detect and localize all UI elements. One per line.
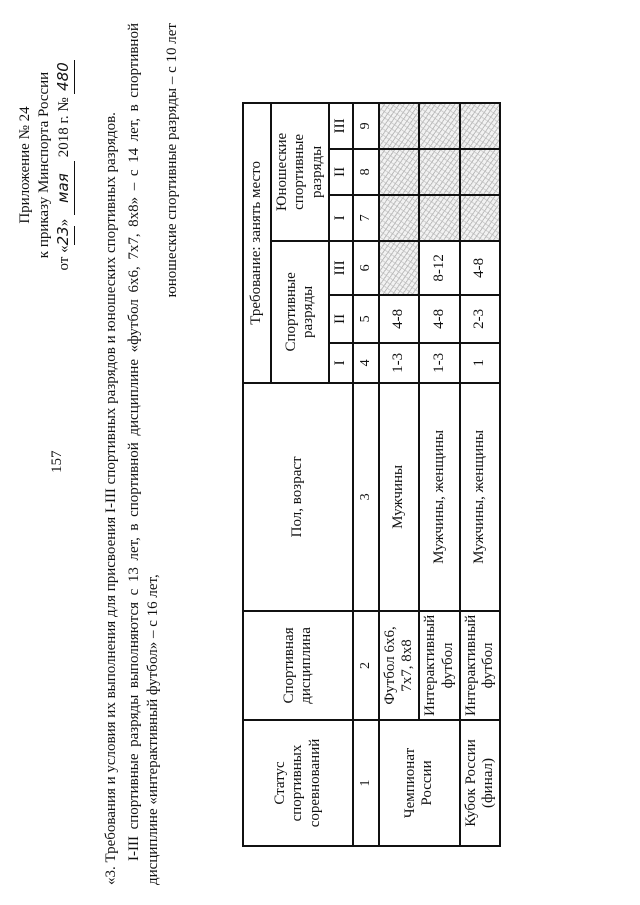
cell-gender-age: Мужчины, женщины (419, 383, 460, 611)
cell-discipline: Интерактивный футбол (419, 611, 460, 720)
cell-empty-shaded (460, 149, 501, 195)
header-sport-ranks: Спортивные разряды (271, 241, 329, 383)
rank-header: III (329, 241, 353, 295)
rank-header: III (329, 103, 353, 149)
column-number: 8 (353, 149, 379, 195)
age-requirements-main: I-III спортивные разряды выполняются с 13 лет, в спортивной дисциплине «футбол 6х6, 7х7, 8х8» – с 14 лет, в спортивной дисциплине «интерактивный футбол» – с 16 лет, (126, 23, 162, 885)
cell-empty-shaded (419, 149, 460, 195)
section-heading: «3. Требования и условия их выполнения для присвоения I-III спортивных разрядов и юношеских спортивных разрядов. (103, 112, 119, 885)
cell-gender-age: Мужчины, женщины (460, 383, 501, 611)
cell-empty-shaded (419, 103, 460, 149)
page-number: 157 (49, 450, 65, 473)
column-number: 4 (353, 343, 379, 383)
column-number: 2 (353, 611, 379, 720)
table-row (460, 103, 501, 846)
rank-header: I (329, 195, 353, 241)
column-number-row (353, 103, 379, 846)
age-requirements-tail: юношеские спортивные разряды – с 10 лет (164, 23, 181, 298)
requirements-table (242, 102, 501, 847)
appendix-block (16, 19, 75, 311)
order-number: 480 (54, 60, 74, 94)
table-row (379, 103, 420, 846)
column-number: 5 (353, 295, 379, 343)
cell-rank-1: 1-3 (419, 343, 460, 383)
appendix-order-ref: к приказу Минспорта России (36, 71, 53, 259)
cell-rank-1: 1 (460, 343, 501, 383)
cell-rank-2: 4-8 (419, 295, 460, 343)
column-number: 6 (353, 241, 379, 295)
column-number: 3 (353, 383, 379, 611)
cell-empty-shaded (460, 103, 501, 149)
cell-rank-2: 2-3 (460, 295, 501, 343)
date-mid: » (56, 218, 73, 227)
header-discipline: Спортивная дисциплина (243, 611, 353, 720)
column-number: 1 (353, 720, 379, 846)
cell-rank-3: 4-8 (460, 241, 501, 295)
header-youth-ranks: Юношеские спортивные разряды (271, 103, 329, 241)
cell-empty-shaded (460, 195, 501, 241)
column-number: 7 (353, 195, 379, 241)
cell-status: Чемпионат России (379, 720, 460, 846)
date-month: мая (54, 161, 74, 215)
rank-header: II (329, 149, 353, 195)
header-requirement: Требование: занять место (243, 103, 271, 383)
age-requirements-paragraph (125, 23, 183, 885)
cell-empty-shaded (379, 149, 420, 195)
cell-discipline: Футбол 6х6, 7х7, 8х8 (379, 611, 420, 720)
cell-rank-2: 4-8 (379, 295, 420, 343)
cell-status: Кубок России (финал) (460, 720, 501, 846)
date-year: 2018 г. № (56, 97, 73, 158)
cell-gender-age: Мужчины (379, 383, 420, 611)
cell-empty-shaded (419, 195, 460, 241)
header-gender-age: Пол, возраст (243, 383, 353, 611)
cell-empty-shaded (379, 195, 420, 241)
cell-empty-shaded (379, 241, 420, 295)
cell-empty-shaded (379, 103, 420, 149)
cell-rank-1: 1-3 (379, 343, 420, 383)
header-status: Статус спортивных соревнований (243, 720, 353, 846)
date-prefix: от « (56, 245, 73, 271)
rank-header: I (329, 343, 353, 383)
column-number: 9 (353, 103, 379, 149)
cell-rank-3: 8-12 (419, 241, 460, 295)
appendix-date-line (54, 19, 74, 311)
date-day: 23 (54, 226, 74, 245)
cell-discipline: Интерактивный футбол (460, 611, 501, 720)
rank-header: II (329, 295, 353, 343)
appendix-title: Приложение № 24 (17, 106, 33, 224)
